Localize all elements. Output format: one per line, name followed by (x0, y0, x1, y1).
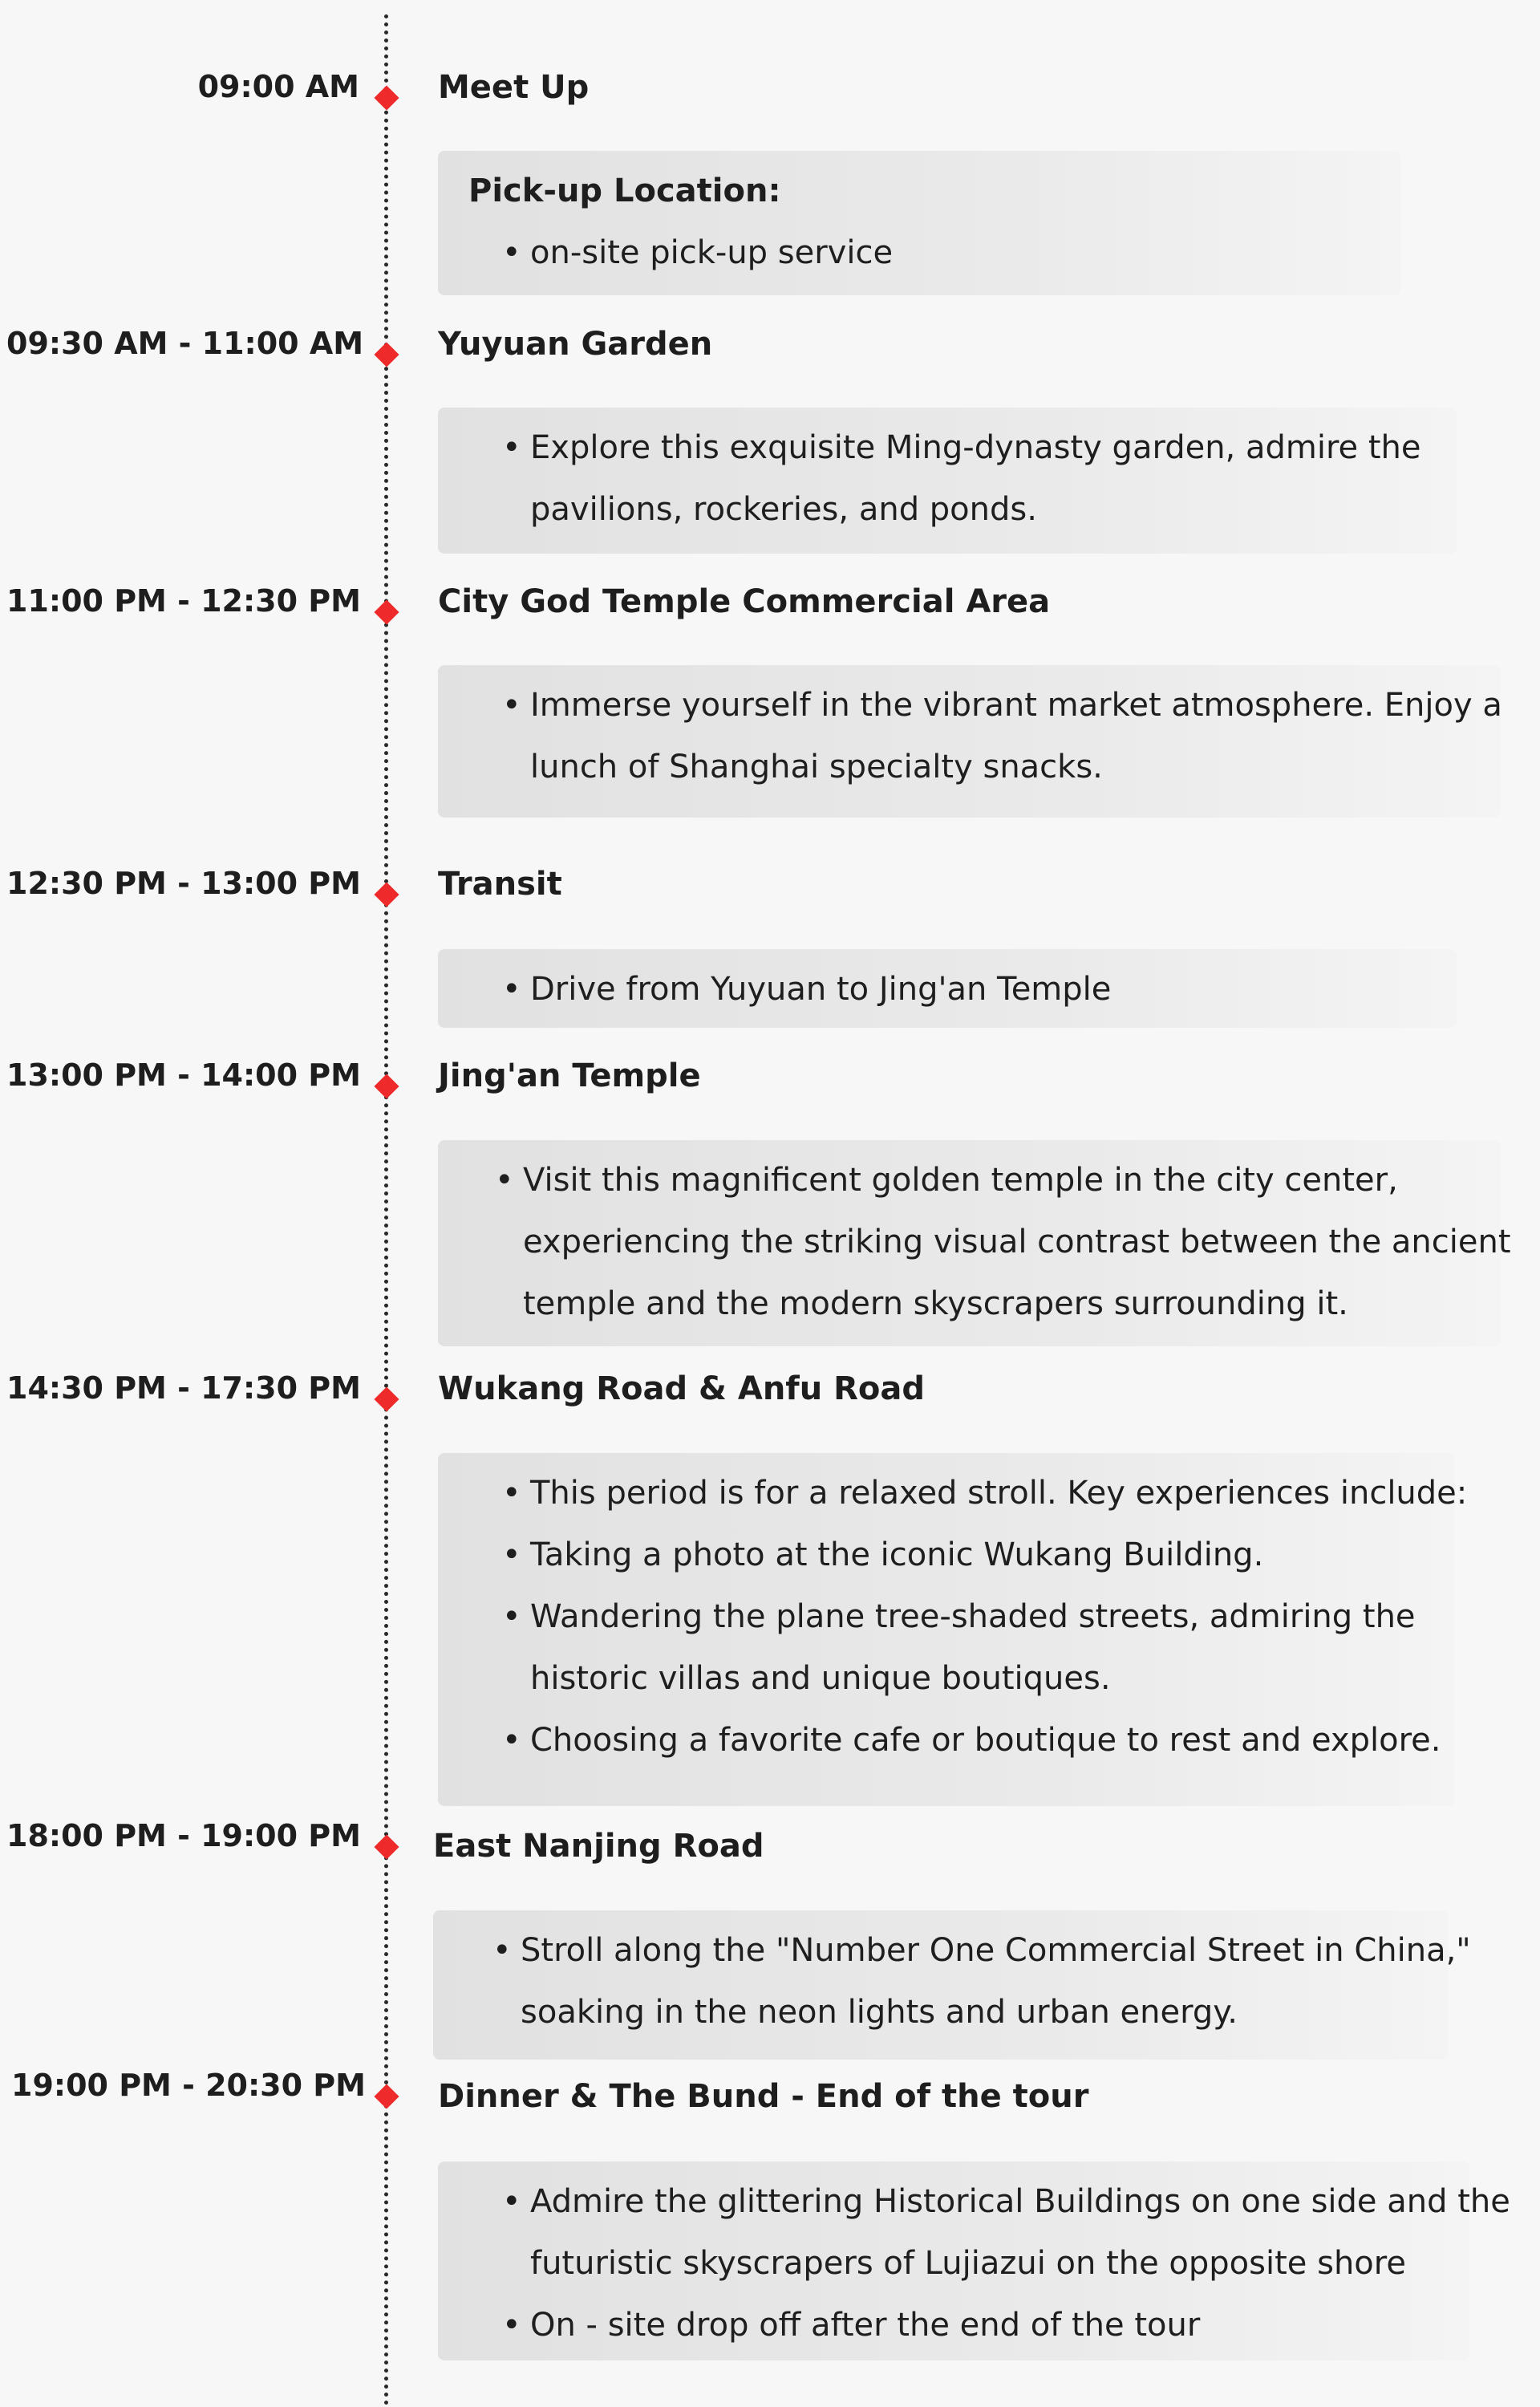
list-item: experiencing the striking visual contrast between the ancient (523, 1224, 1511, 1260)
list-item: • Stroll along the "Number One Commercial Street in China," (428, 1920, 1433, 1982)
stop-title: Jing'an Temple (438, 1057, 701, 1094)
bullet-list (438, 1463, 1468, 1772)
list-item: pavilions, rockeries, and ponds. (530, 491, 1037, 528)
time-label: 11:00 PM - 12:30 PM (6, 583, 361, 619)
list-item: • Immerse yourself in the vibrant market atmosphere. Enjoy a (438, 675, 1485, 737)
list-item: • On - site drop off after the end of the tour (438, 2295, 1453, 2356)
time-label: 13:00 PM - 14:00 PM (6, 1057, 361, 1093)
list-item: • Wandering the plane tree-shaded streets, admiring the (438, 1586, 1439, 1648)
list-item: • Admire the glittering Historical Buildings on one side and the (438, 2171, 1453, 2233)
time-label: 18:00 PM - 19:00 PM (6, 1818, 361, 1853)
stop-title: City God Temple Commercial Area (438, 583, 1051, 620)
stop-details-card (438, 949, 1457, 1028)
stop-details-card (438, 665, 1501, 818)
stop-title: Dinner & The Bund - End of the tour (438, 2078, 1089, 2115)
list-item: • Choosing a favorite cafe or boutique to rest and explore. (438, 1710, 1439, 1772)
timeline-marker (374, 1386, 399, 1411)
timeline-marker (374, 85, 399, 110)
list-item: • This period is for a relaxed stroll. Key experiences include: (438, 1463, 1439, 1524)
timeline-marker (374, 1834, 399, 1859)
timeline-marker (374, 342, 399, 367)
list-item: temple and the modern skyscrapers surrounding it. (523, 1285, 1348, 1322)
stop-details-card (438, 151, 1400, 295)
timeline-line (384, 14, 388, 2407)
stop-title: East Nanjing Road (433, 1828, 764, 1865)
bullet-list (438, 222, 1384, 284)
time-label: 09:30 AM - 11:00 AM (6, 326, 364, 361)
stop-title: Wukang Road & Anfu Road (438, 1370, 926, 1407)
stop-details-card (438, 1140, 1511, 1346)
timeline-marker (374, 1074, 399, 1098)
list-item: • Taking a photo at the iconic Wukang Building. (438, 1524, 1439, 1586)
stop-details-card (438, 1453, 1468, 1806)
bullet-list (438, 2171, 1510, 2356)
stop-details-card (433, 1910, 1471, 2060)
pickup-heading: Pick-up Location: (468, 173, 781, 209)
time-label: 09:00 AM (197, 69, 359, 104)
stop-title: Transit (438, 866, 562, 903)
stop-details-card (438, 2161, 1510, 2360)
list-item: historic villas and unique boutiques. (530, 1660, 1111, 1697)
list-item: futuristic skyscrapers of Lujiazui on the opposite shore (530, 2245, 1406, 2282)
list-item: lunch of Shanghai specialty snacks. (530, 749, 1103, 785)
bullet-list (438, 417, 1441, 541)
stop-details-card (438, 408, 1457, 554)
bullet-list (438, 1150, 1511, 1335)
time-label: 19:00 PM - 20:30 PM (11, 2068, 366, 2103)
bullet-list (438, 959, 1441, 1021)
timeline-marker (374, 882, 399, 907)
timeline-marker (374, 599, 399, 624)
time-label: 14:30 PM - 17:30 PM (6, 1370, 361, 1406)
list-item: soaking in the neon lights and urban energy. (521, 1994, 1238, 2031)
bullet-list (438, 675, 1502, 798)
list-item: • Explore this exquisite Ming-dynasty garden, admire the (438, 417, 1441, 479)
time-label: 12:30 PM - 13:00 PM (6, 866, 361, 901)
stop-title: Yuyuan Garden (438, 326, 713, 363)
timeline-marker (374, 2084, 399, 2109)
list-item: • Drive from Yuyuan to Jing'an Temple (438, 959, 1441, 1021)
list-item: • Visit this magnificent golden temple in the city center, (431, 1150, 1485, 1212)
list-item: • on-site pick-up service (438, 222, 1384, 284)
stop-title: Meet Up (438, 69, 590, 106)
bullet-list (433, 1920, 1471, 2044)
